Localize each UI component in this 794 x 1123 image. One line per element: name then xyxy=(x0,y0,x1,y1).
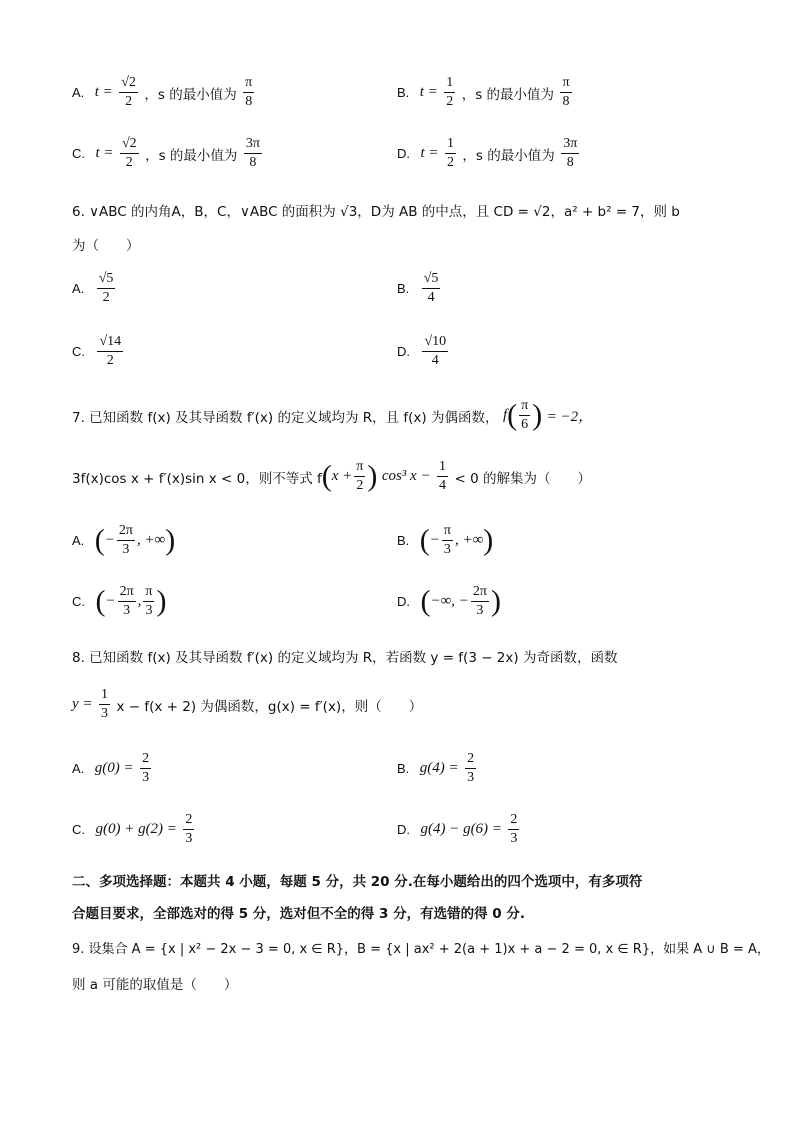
option-label: C. xyxy=(72,594,85,609)
fraction: $\frac{\pi}{2}$ xyxy=(356,459,364,493)
q6-option-a[interactable] xyxy=(72,270,117,307)
option-lhs: t = xyxy=(420,145,439,161)
q8-stem-y: y = xyxy=(72,696,93,712)
q6-stem-line2: 为（ ） xyxy=(72,238,140,254)
q7-stem-line2: 3f(x)cos x + f′(x)sin x < 0，则不等式 f(x + $\frac{\pi}{2}$ ) cos³ x − $\frac{1}{4}$ < 0 的解集为（ ） xyxy=(72,459,591,493)
fraction: $\frac{1}{4}$ xyxy=(439,459,447,493)
q5-option-d[interactable] xyxy=(397,135,581,172)
q7-option-a[interactable]: A. (− $\frac{2\pi}{3}$ , +∞) xyxy=(72,523,176,557)
fraction: $\frac{√14}{2}$ xyxy=(99,334,122,368)
fraction: $\frac{\pi}{3}$ xyxy=(145,584,153,618)
option-sign: −∞, − xyxy=(430,593,469,609)
fraction: $\frac{2\pi}{3}$ xyxy=(472,584,487,618)
option-label: B. xyxy=(397,85,410,100)
option-text: ，s 的最小值为 xyxy=(461,86,555,103)
fraction: $\frac{√5}{2}$ xyxy=(98,271,114,305)
q6-option-b[interactable] xyxy=(397,270,442,307)
option-label: A. xyxy=(72,85,85,100)
q5-option-b[interactable] xyxy=(397,74,574,111)
q9-stem-line1: 9. 设集合 A = {x | x² − 2x − 3 = 0, x ∈ R}，B = {x | ax² + 2(a + 1)x + a − 2 = 0, x ∈ R}，如果 A ∪ B = A， xyxy=(72,942,770,957)
q8-option-c[interactable] xyxy=(72,811,196,848)
option-sign: − xyxy=(104,532,115,548)
fraction: $\frac{\pi}{3}$ xyxy=(443,523,451,557)
option-label: A. xyxy=(72,761,85,776)
option-expr: g(4) − g(6) = xyxy=(420,821,502,837)
q7-stem-tail: < 0 的解集为（ ） xyxy=(454,470,591,487)
option-label: A. xyxy=(72,281,85,296)
q8-stem-line1: 8. 已知函数 f(x) 及其导函数 f′(x) 的定义域均为 R，若函数 y = f(3 − 2x) 为奇函数，函数 xyxy=(72,650,618,666)
option-label: D. xyxy=(397,146,410,161)
fraction: $\frac{√5}{4}$ xyxy=(423,271,439,305)
option-lhs: t = xyxy=(94,84,113,100)
fraction: $\frac{2}{3}$ xyxy=(467,751,475,785)
fraction: $\frac{√10}{4}$ xyxy=(424,334,447,368)
q7-stem-text: 7. 已知函数 f(x) 及其导函数 f′(x) 的定义域均为 R，且 f(x) 为偶函数， xyxy=(72,409,499,426)
fraction: $\frac{√2}{2}$ xyxy=(121,136,137,170)
q8-stem-text: x − f(x + 2) 为偶函数，g(x) = f′(x)，则（ ） xyxy=(116,698,423,715)
option-label: D. xyxy=(397,594,410,609)
option-tail: , +∞ xyxy=(136,532,166,548)
option-label: B. xyxy=(397,533,410,548)
q6-stem-line1: 6. ∨ABC 的内角A，B，C，∨ABC 的面积为 √3，D为 AB 的中点，且 CD = √2，a² + b² = 7，则 b xyxy=(72,204,680,220)
section2-heading-line2: 合题目要求，全部选对的得 5 分，选对但不全的得 3 分，有选错的得 0 分. xyxy=(72,906,526,922)
q6-option-c[interactable] xyxy=(72,333,125,370)
option-lhs: t = xyxy=(419,84,438,100)
section2-heading-line1: 二、多项选择题：本题共 4 小题，每题 5 分，共 20 分.在每小题给出的四个选项中，有多项符 xyxy=(72,874,643,890)
q8-stem-line2 xyxy=(72,686,422,723)
fraction: $\frac{3\pi}{8}$ xyxy=(245,136,260,170)
fraction: $\frac{√2}{2}$ xyxy=(121,75,136,109)
q7-stem-line1: 7. 已知函数 f(x) 及其导函数 f′(x) 的定义域均为 R，且 f(x) 为偶函数， f( $\frac{\pi}{6}$ ) = −2， xyxy=(72,398,594,432)
option-text: ，s 的最小值为 xyxy=(145,147,238,164)
fraction: $\frac{1}{2}$ xyxy=(446,136,454,170)
option-expr: g(4) = xyxy=(419,760,459,776)
q5-option-c[interactable] xyxy=(72,135,264,172)
q5-option-a[interactable] xyxy=(72,74,256,111)
option-lhs: t = xyxy=(95,145,114,161)
q8-option-d[interactable] xyxy=(397,811,521,848)
option-expr: g(0) + g(2) = xyxy=(95,821,177,837)
option-label: B. xyxy=(397,281,410,296)
fraction: $\frac{\pi}{8}$ xyxy=(562,75,570,109)
option-label: D. xyxy=(397,344,410,359)
option-sign: − xyxy=(429,532,440,548)
option-label: D. xyxy=(397,822,410,837)
fraction: $\frac{2}{3}$ xyxy=(185,812,193,846)
fraction: $\frac{2\pi}{3}$ xyxy=(118,523,133,557)
fraction: $\frac{2}{3}$ xyxy=(142,751,150,785)
q7-stem-f: f xyxy=(502,407,508,423)
q7-stem-x: x + xyxy=(331,468,353,484)
q7-stem-eq: = −2， xyxy=(546,409,594,425)
q7-stem-cos: cos³ x − xyxy=(381,468,431,484)
q7-option-d[interactable]: D. (−∞, − $\frac{2\pi}{3}$ ) xyxy=(397,584,501,618)
fraction: $\frac{1}{2}$ xyxy=(446,75,454,109)
option-sign: − xyxy=(105,593,116,609)
q7-option-b[interactable]: B. (− $\frac{\pi}{3}$ , +∞) xyxy=(397,523,494,557)
option-label: B. xyxy=(397,761,410,776)
option-expr: g(0) = xyxy=(94,760,134,776)
fraction: $\frac{1}{3}$ xyxy=(100,687,108,721)
option-tail: , +∞ xyxy=(454,532,484,548)
q8-option-b[interactable] xyxy=(397,750,478,787)
q8-option-a[interactable] xyxy=(72,750,153,787)
fraction: $\frac{\pi}{6}$ xyxy=(521,398,529,432)
fraction: $\frac{2\pi}{3}$ xyxy=(119,584,134,618)
option-text: ，s 的最小值为 xyxy=(462,147,555,164)
q6-option-d[interactable] xyxy=(397,333,450,370)
q7-option-c[interactable]: C. (− $\frac{2\pi}{3}$ , $\frac{\pi}{3}$ ) xyxy=(72,584,167,618)
fraction: $\frac{2}{3}$ xyxy=(510,812,518,846)
option-comma: , xyxy=(137,593,142,609)
fraction: $\frac{\pi}{8}$ xyxy=(245,75,253,109)
fraction: $\frac{3\pi}{8}$ xyxy=(563,136,578,170)
option-label: C. xyxy=(72,344,85,359)
option-label: C. xyxy=(72,146,85,161)
option-text: ，s 的最小值为 xyxy=(144,86,237,103)
q7-stem-ineq: 3f(x)cos x + f′(x)sin x < 0，则不等式 f xyxy=(72,470,322,487)
option-label: A. xyxy=(72,533,85,548)
option-label: C. xyxy=(72,822,85,837)
q9-stem-line2: 则 a 可能的取值是（ ） xyxy=(72,977,238,993)
